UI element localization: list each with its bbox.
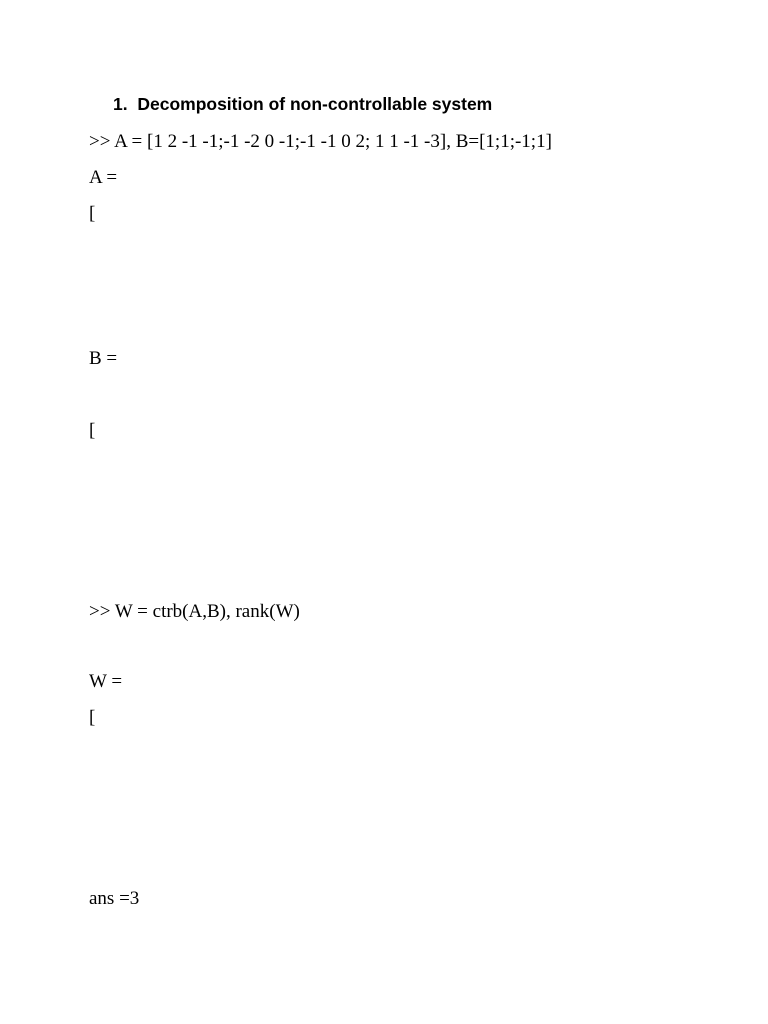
open-bracket: [ [89, 707, 96, 728]
matrix-w-row [0, 779, 400, 801]
matrix-a-label: A = [89, 167, 118, 188]
matrix-a-row [0, 203, 400, 225]
section-heading [113, 94, 492, 115]
matrix-w-row [0, 743, 400, 765]
matrix-w-row [0, 815, 400, 837]
section-title: Decomposition of non-controllable system [137, 94, 493, 114]
matrix-b-row [0, 420, 400, 442]
matrix-b-row [0, 455, 400, 477]
section-number: 1. [113, 94, 128, 114]
matrix-b-row [0, 528, 400, 550]
matrix-w-label: W = [89, 671, 123, 692]
matrix-b-label: B = [89, 348, 118, 369]
matrix-a-row [0, 239, 400, 261]
matrix-a-row [0, 275, 400, 297]
matrix-w-row [0, 707, 400, 729]
command-line-1: >> A = [1 2 -1 -1;-1 -2 0 -1;-1 -1 0 2; 1 1 -1 -3], B=[1;1;-1;1] [89, 131, 552, 152]
open-bracket: [ [89, 203, 96, 224]
command-line-2: >> W = ctrb(A,B), rank(W) [89, 601, 300, 622]
matrix-b-row [0, 491, 400, 513]
matrix-a-row [0, 311, 400, 333]
open-bracket: [ [89, 420, 96, 441]
rank-answer: ans =3 [89, 888, 140, 909]
